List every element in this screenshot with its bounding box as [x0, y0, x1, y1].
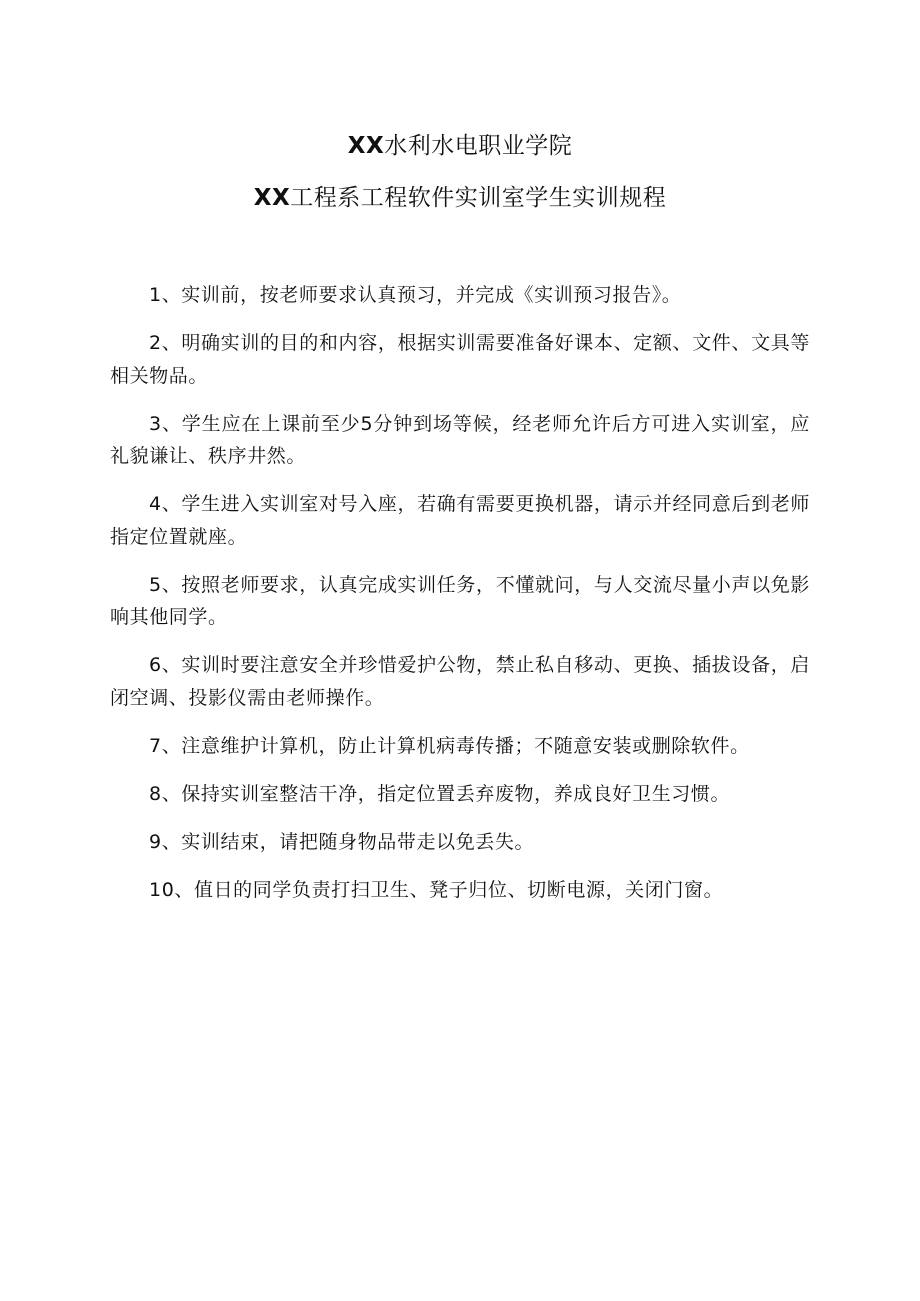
institution-title-prefix: XX — [347, 133, 385, 159]
rule-item-7: 7、注意维护计算机，防止计算机病毒传播；不随意安装或删除软件。 — [149, 734, 750, 757]
rules-list — [110, 279, 810, 922]
regulation-title-prefix: XX — [253, 185, 291, 211]
rule-item-2: 2、明确实训的目的和内容，根据实训需要准备好课本、定额、文件、文具等相关物品。 — [110, 332, 810, 387]
rule-item-9: 9、实训结束，请把随身物品带走以免丢失。 — [149, 830, 535, 853]
rule-item-1: 1、实训前，按老师要求认真预习，并完成《实训预习报告》。 — [149, 284, 682, 306]
rule-item-8: 8、保持实训室整洁干净，指定位置丢弃废物，养成良好卫生习惯。 — [149, 782, 731, 805]
institution-title — [0, 132, 920, 160]
regulation-title-text: 工程系工程软件实训室学生实训规程 — [290, 185, 667, 211]
regulation-title — [0, 184, 920, 212]
rule-item-6: 6、实训时要注意安全并珍惜爱护公物，禁止私自移动、更换、插拔设备，启闭空调、投影仪需由老师操作。 — [110, 654, 810, 709]
rule-item-3: 3、学生应在上课前至少5分钟到场等候，经老师允许后方可进入实训室，应礼貌谦让、秩序井然。 — [110, 412, 810, 467]
rule-item-10: 10、值日的同学负责打扫卫生、凳子归位、切断电源，关闭门窗。 — [149, 878, 724, 901]
document-header — [0, 132, 920, 212]
institution-title-text: 水利水电职业学院 — [384, 133, 573, 159]
rule-item-4: 4、学生进入实训室对号入座，若确有需要更换机器，请示并经同意后到老师指定位置就座。 — [110, 493, 810, 548]
rule-item-5: 5、按照老师要求，认真完成实训任务，不懂就问，与人交流尽量小声以免影响其他同学。 — [110, 573, 810, 628]
